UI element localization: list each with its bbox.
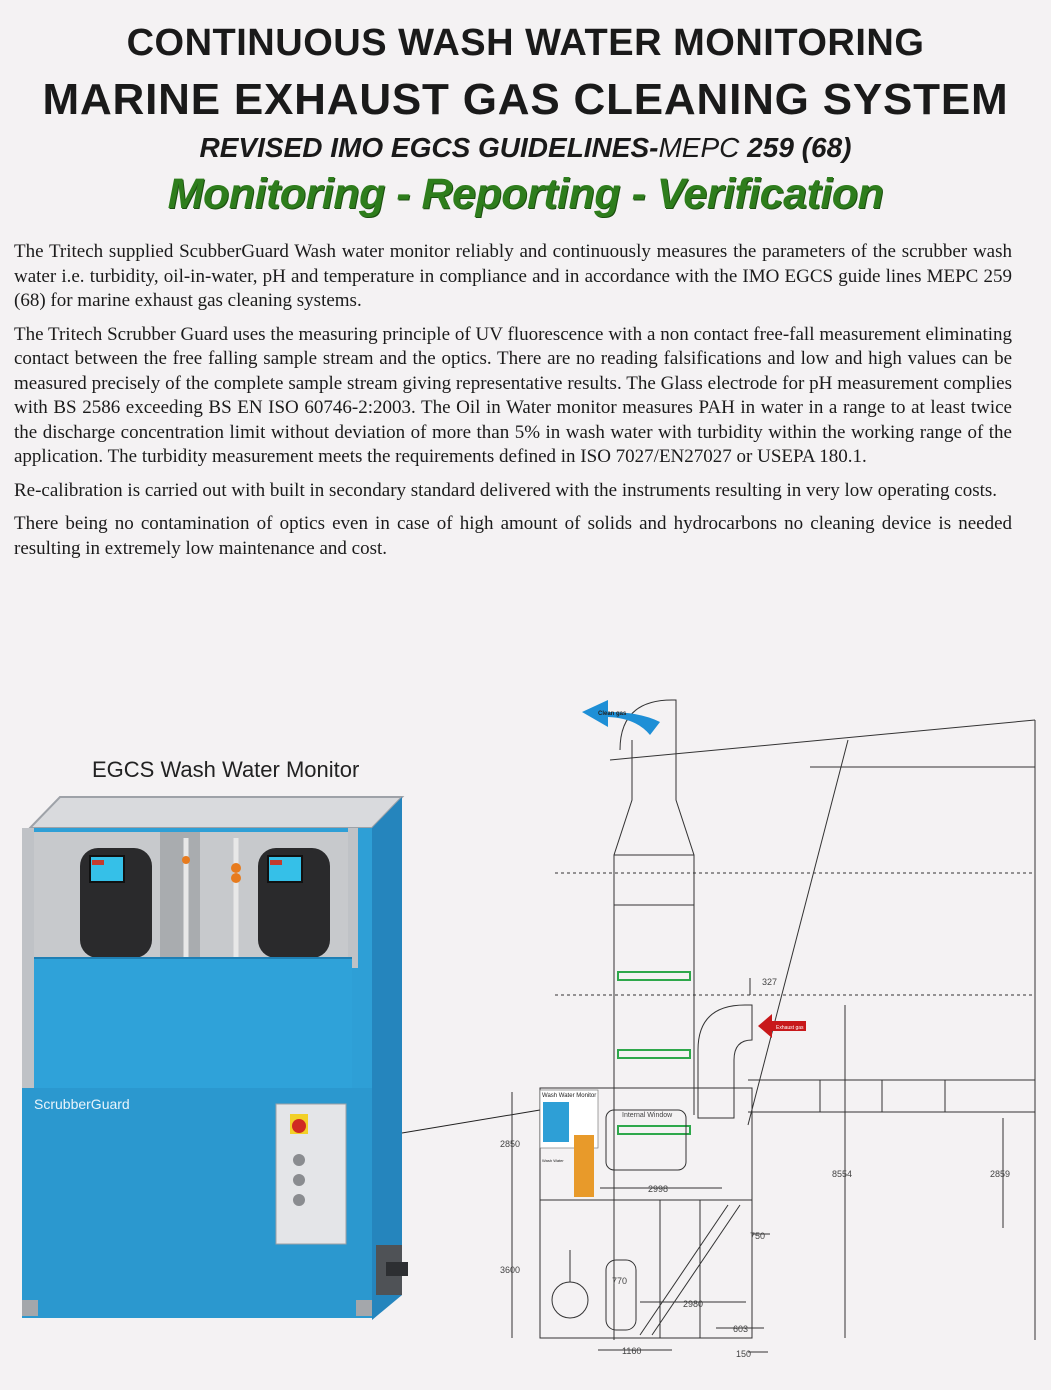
instrument-right bbox=[258, 848, 330, 958]
dim-2980: 2980 bbox=[683, 1299, 704, 1309]
dim-1160: 1160 bbox=[622, 1346, 642, 1356]
paragraph-4: There being no contamination of optics even in case of high amount of solids and hydrocarbons no cleaning device is needed resulting in extremely low maintenance and cost. bbox=[14, 513, 1012, 559]
title-line-2: MARINE EXHAUST GAS CLEANING SYSTEM bbox=[42, 75, 1009, 124]
exhaust-arrow bbox=[758, 1014, 806, 1038]
subtitle-part-c: 259 (68) bbox=[739, 132, 852, 163]
product-title: EGCS Wash Water Monitor bbox=[92, 757, 360, 782]
dim-2998: 2998 bbox=[648, 1184, 669, 1194]
subtitle bbox=[0, 132, 1051, 164]
drawing-monitor-label: Wash Water Monitor bbox=[542, 1093, 597, 1099]
control-box bbox=[276, 1104, 346, 1244]
dim-750: 750 bbox=[750, 1231, 766, 1241]
instrument-left bbox=[80, 848, 152, 958]
dim-2859: 2859 bbox=[990, 1169, 1011, 1179]
paragraph-1: The Tritech supplied ScubberGuard Wash water monitor reliably and continuously measures the parameters of the scrubber wash water i.e. turbidity, oil-in-water, pH and temperature in compliance and in accordance with the IMO EGCS guide lines MEPC 259 (68) for marine exhaust gas cleaning systems. bbox=[14, 241, 1012, 311]
illustration bbox=[0, 680, 1051, 1390]
brand-label: ScrubberGuard bbox=[34, 1096, 130, 1112]
paragraph-2: The Tritech Scrubber Guard uses the measuring principle of UV fluorescence with a non contact free-fall measurement eliminating contact between the free falling sample stream and the optics. There are no reading falsifications and low and high values can be measured precisely of the complete sample stream giving representative results. The Glass electrode for pH measurement complies with BS 2586 exceeding BS EN ISO 60746-2:2003. The Oil in Water monitor measures PAH in water in a range to at least twice the discharge concentration limit without deviation of more than 5% in wash water with turbidity within the working range of the application. The turbidity measurement meets the requirements defined in ISO 7027/EN27027 or USEPA 180.1. bbox=[14, 323, 1012, 467]
subtitle-part-b: MEPC bbox=[658, 132, 740, 163]
dim-8554: 8554 bbox=[832, 1169, 853, 1179]
internal-window-label: Internal Window bbox=[622, 1112, 673, 1119]
dim-603: 603 bbox=[733, 1324, 749, 1334]
exhaust-label: Exhaust gas bbox=[776, 1025, 804, 1031]
monitor-cabinet bbox=[22, 797, 408, 1320]
dim-150: 150 bbox=[736, 1349, 752, 1359]
leader-line bbox=[402, 1110, 540, 1133]
dim-327: 327 bbox=[762, 977, 778, 987]
dim-770: 770 bbox=[612, 1276, 628, 1286]
paragraph-3: Re-calibration is carried out with built in secondary standard delivered with the instruments resulting in very low operating costs. bbox=[14, 479, 998, 501]
dim-3600: 3600 bbox=[500, 1265, 521, 1275]
body-text bbox=[14, 240, 1012, 570]
drawing-monitor bbox=[540, 1090, 598, 1197]
tagline: Monitoring - Reporting - Verification bbox=[167, 170, 884, 218]
clean-gas-label: Clean gas bbox=[598, 711, 627, 717]
wash-water-label: Wash Water bbox=[542, 1158, 564, 1163]
subtitle-part-a: REVISED IMO EGCS GUIDELINES- bbox=[199, 132, 659, 163]
dim-2850: 2850 bbox=[500, 1139, 521, 1149]
title-line-1: CONTINUOUS WASH WATER MONITORING bbox=[126, 22, 925, 64]
clean-gas-arrow bbox=[582, 700, 660, 735]
